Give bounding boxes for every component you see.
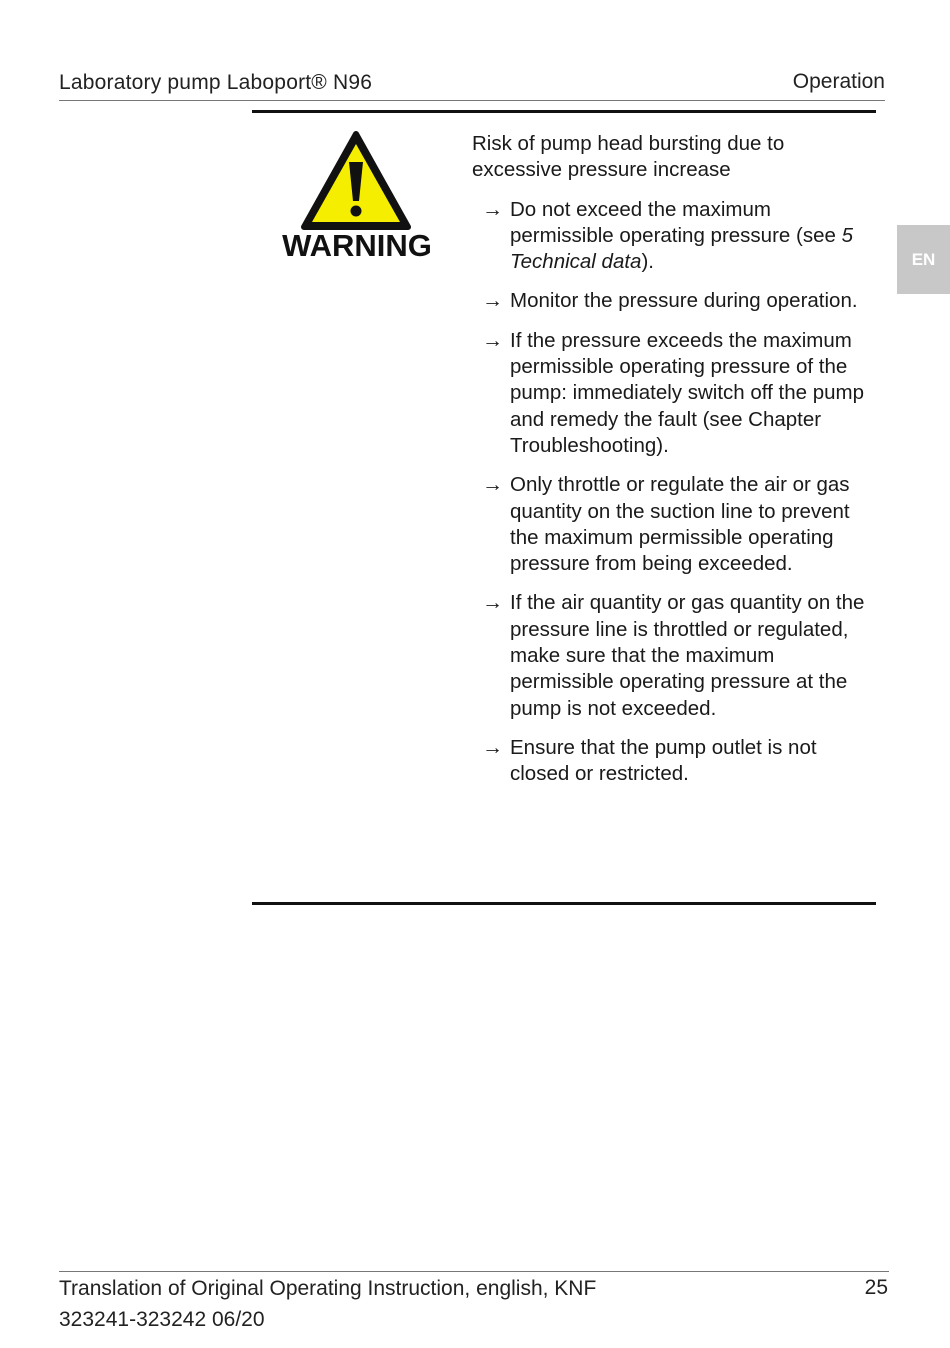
footer-document-number: 323241-323242 06/20 — [59, 1308, 265, 1331]
footer-divider — [59, 1271, 889, 1272]
technical-data-reference[interactable]: 5 Technical data — [510, 223, 853, 274]
instruction-text: If the air quantity or gas quantity on the pressure line is throttled or regulated, make sure that the maximum permissible operating pressure at the pump is not exceeded. — [510, 591, 865, 720]
section-title: Operation — [792, 70, 885, 93]
instruction-text: If the pressure exceeds the maximum permissible operating pressure of the pump: immediately switch off the pump and remedy the fault (see Chapter Troubleshooting). — [510, 328, 864, 457]
instruction-item — [472, 472, 872, 577]
instruction-item — [472, 288, 872, 314]
arrow-right-icon: → — [482, 591, 503, 615]
arrow-right-icon: → — [482, 289, 503, 313]
warning-label: WARNING — [282, 228, 432, 263]
warning-top-divider — [252, 110, 876, 113]
warning-content — [472, 131, 872, 801]
footer-translation-note: Translation of Original Operating Instruction, english, KNF — [59, 1277, 597, 1300]
warning-bottom-divider — [252, 902, 876, 905]
warning-title: Risk of pump head bursting due to excessive pressure increase — [472, 132, 785, 182]
instruction-item — [472, 735, 872, 788]
page-number: 25 — [864, 1276, 888, 1299]
instruction-text: Do not exceed the maximum permissible operating pressure (see — [510, 197, 842, 247]
instruction-item — [472, 328, 872, 459]
instruction-suffix: ). — [641, 250, 654, 274]
instruction-text: Ensure that the pump outlet is not closed or restricted. — [510, 735, 817, 786]
arrow-right-icon: → — [482, 328, 503, 352]
document-title: Laboratory pump Laboport® N96 — [59, 71, 373, 94]
instruction-text: Only throttle or regulate the air or gas quantity on the suction line to prevent the maximum permissible operating pressure from being exceeded. — [510, 473, 850, 576]
instruction-item — [472, 590, 872, 721]
arrow-right-icon: → — [482, 735, 503, 759]
warning-triangle-icon — [298, 128, 414, 232]
arrow-right-icon: → — [482, 473, 503, 497]
instruction-text: Monitor the pressure during operation. — [510, 289, 858, 313]
header-divider — [59, 100, 885, 101]
arrow-right-icon: → — [482, 197, 503, 221]
instruction-item — [472, 197, 872, 276]
language-tab: EN — [897, 225, 950, 294]
